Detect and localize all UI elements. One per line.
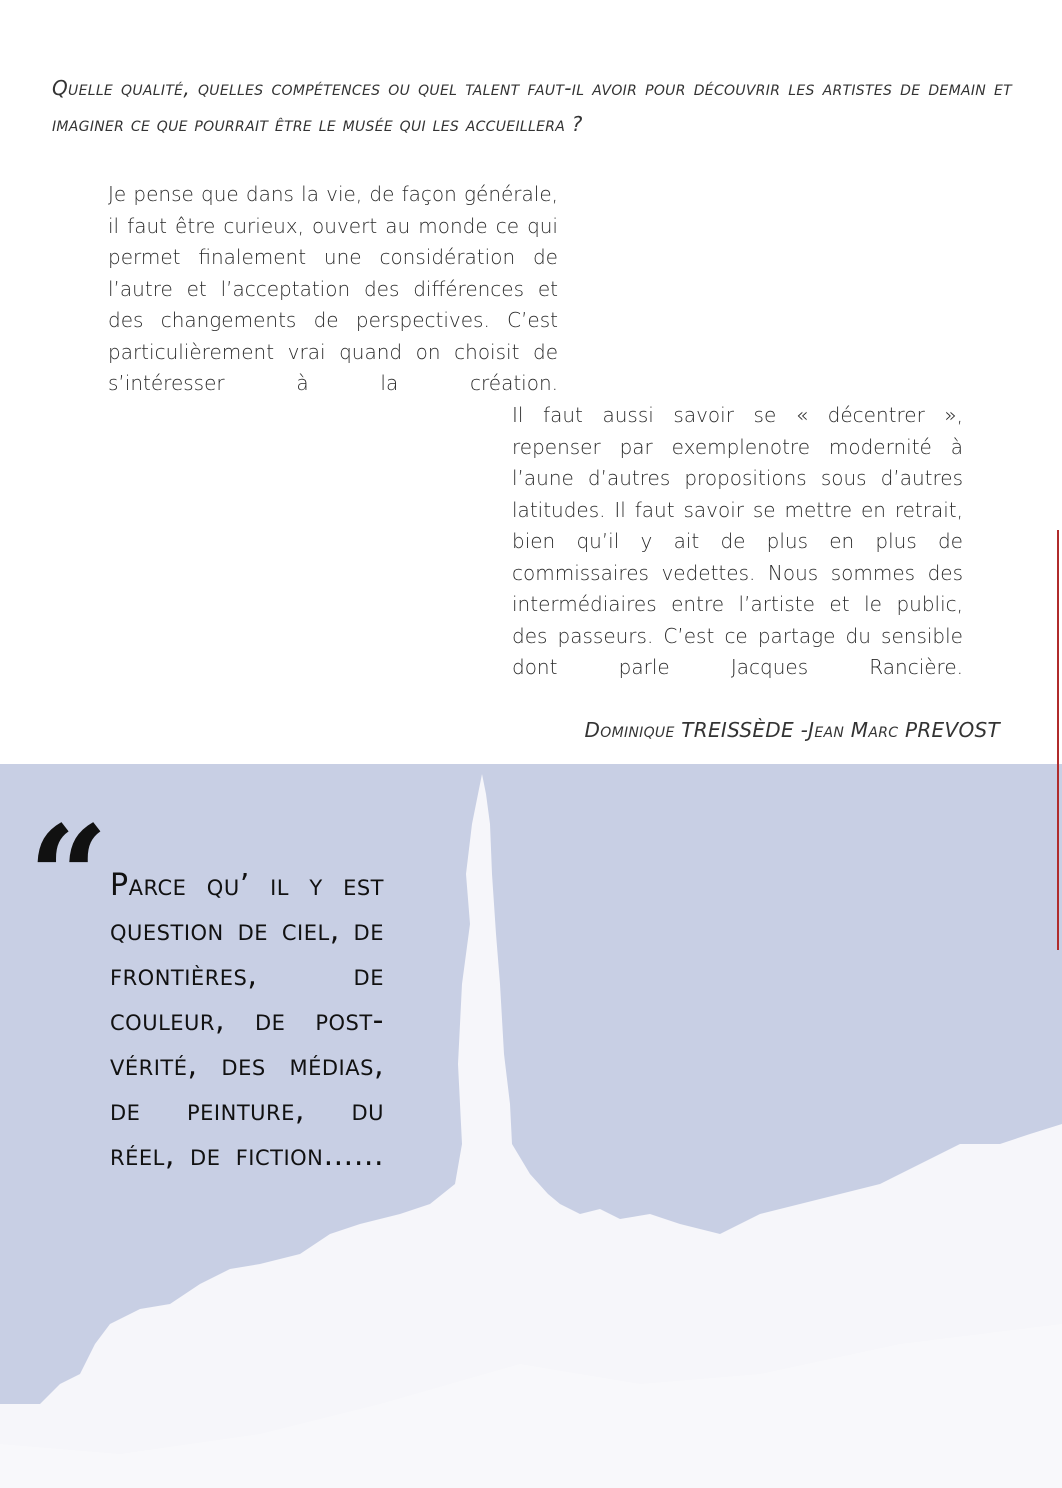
pull-quote: Parce qu’ il y est question de ciel, de frontières, de couleur, de post-vérité, des médias, de peinture, du réel, de fiction…... — [110, 868, 384, 1173]
open-quote-icon: “ — [28, 796, 109, 960]
interview-question: Quelle qualité, quelles compétences ou quel talent faut-il avoir pour découvrir les artistes de demain et imaginer ce que pourrait être le musée qui les accueillera ? — [52, 76, 1012, 136]
page-edge-line — [1057, 530, 1059, 950]
answer-paragraph-2: Il faut aussi savoir se « décentrer », repenser par exemplenotre modernité à l’aune d’autres propositions sous d’autres latitudes. Il faut savoir se mettre en retrait, bien qu’il y ait de plus en plus de commissaires vedettes. Nous sommes des intermédiaires entre l’artiste et le public, des passeurs. C’est ce partage du sensible dont parle Jacques Rancière. — [512, 403, 963, 679]
answer-paragraph-1: Je pense que dans la vie, de façon générale, il faut être curieux, ouvert au monde ce qui permet finalement une considération de l’autre et l’acceptation des différences et des changements de perspectives. C’est particulièrement vrai quand on choisit de s’intéresser à la création. — [108, 182, 558, 395]
author-signature: Dominique TREISSÈDE -Jean Marc PREVOST — [584, 718, 1000, 742]
